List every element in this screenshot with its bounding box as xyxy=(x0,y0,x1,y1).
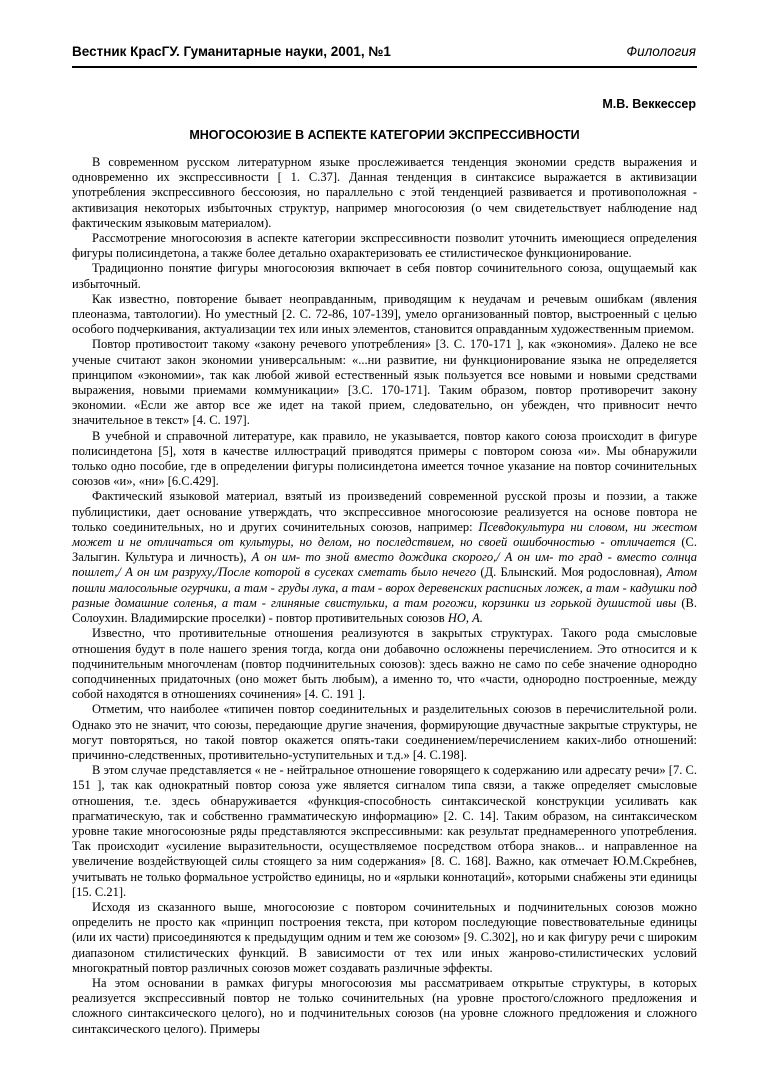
article-body xyxy=(72,155,697,1037)
paragraph-text: Фактический языковой материал, взятый из произведений современной русской прозы и поэзии, а также публицистики, дает основание утверждать, что экспрессивное многосоюзие реализуется на основе повтора не только соединительных, но и других сочинительных союзов, например: xyxy=(72,489,697,534)
body-paragraph xyxy=(72,337,697,428)
paragraph-text: В современном русском литературном языке прослеживается тенденция экономии средств выражения и одновременно их экспрессивности [ 1. С.37]. Данная тенденция в синтаксисе выражается в активизации употребления экспрессивного бессоюзия, но параллельно с этой тенденцией развивается и противоположная - активизация некоторых избыточных структур, например многосоюзия (о чем свидетельствует наблюдение над фактическим языковым материалом). xyxy=(72,155,697,230)
body-paragraph xyxy=(72,900,697,976)
paragraph-text: Известно, что противительные отношения реализуются в закрытых структурах. Такого рода смысловые отношения будут в поле нашего зрения тогда, когда они добавочно осложнены перечислением. Это относится и к подчинительным многочленам (повтор подчинительных союзов): здесь важно не само по себе значение однородно соподчиненных придаточных (оно может быть любым), а именно то, что «части, однородно построенные, между собой находятся в отношениях сочинения» [4. С. 191 ]. xyxy=(72,626,697,702)
body-paragraph xyxy=(72,261,697,291)
body-paragraph xyxy=(72,489,697,626)
article-title: МНОГОСОЮЗИЕ В АСПЕКТЕ КАТЕГОРИИ ЭКСПРЕССИВНОСТИ xyxy=(189,128,580,142)
italic-example: А он им- то зной вместо дождика скорого,/ А он им- то град - вместо солнца пошлет,/ А он им разруху,/После которой в сусеках сметать было нечего xyxy=(72,550,698,580)
body-paragraph xyxy=(72,976,697,1037)
paragraph-text: В этом случае представляется « не - нейтральное отношение говорящего к содержанию или адресату речи» [7. С. 151 ], так как однократный повтор союза уже является сигналом типа связи, а также определяет смысловые отношения, т.е. здесь обнаруживается «функция-способность синтаксической конструкции усиливать как прагматическую, так и собственно грамматическую информацию» [2. С. 14]. Таким образом, на синтаксическом уровне такие многосоюзные ряды представляются экспрессивными: как результат преднамеренного употребления. Так происходит «усиление выразительности, осуществляемое посредством отбора знаков... и направленное на увеличение воздействующей силы стоящего за ним содержания» [8. С. 168]. Важно, как отмечает Ю.М.Скребнев, учитывать не только формальное устройство единицы, но и «ярлыки коннотаций», которыми снабжены эти единицы [15. С.21]. xyxy=(72,763,697,899)
body-paragraph xyxy=(72,155,697,231)
paragraph-text: Отметим, что наиболее «типичен повтор соединительных и разделительных союзов в перечислительной роли. Однако это не значит, что союзы, передающие другие значения, формирующие двучастные закрытые структуры, не могут повторяться, но такой повтор окажется опять-таки соединением/перечислением каких-либо отношений: причинно-следственных, противительно-уступительных и т.д.» [4. С.198]. xyxy=(72,702,697,762)
paragraph-text: Рассмотрение многосоюзия в аспекте категории экспрессивности позволит уточнить имеющиеся определения фигуры полисиндетона, а также более детально охарактеризовать ее стилистическое функционирование. xyxy=(72,231,697,261)
paragraph-text: (С. Залыгин. Культура и личность), xyxy=(72,535,697,565)
paragraph-text: Повтор противостоит такому «закону речевого употребления» [3. С. 170-171 ], как «экономия». Далеко не все ученые считают закон экономии универсальным: «...ни развитие, ни функционирование языка не определяется принципом «экономии», так как любой живой естественный язык пользуется все новыми и новыми средствами выражения, новыми приемами коммуникации» [3.С. 170-171]. Таким образом, повтор противоречит закону экономии. «Если же автор все же идет на такой прием, следовательно, он убежден, что привносит нечто значительное в текст» [4. С. 197]. xyxy=(72,337,697,428)
body-paragraph xyxy=(72,702,697,763)
body-paragraph xyxy=(72,292,697,338)
italic-example: Атом пошли малосольные огурчики, а там - груды лука, а там - ворох деревенских расписных ложек, а там - кадушки под разные домашние соленья, а там - глиняные свистульки, а там рогожи, корзинки из горькой душистой ивы xyxy=(72,565,697,610)
body-paragraph xyxy=(72,231,697,261)
paragraph-text: На этом основании в рамках фигуры многосоюзия мы рассматриваем открытые структуры, в которых реализуется экспрессивный повтор не только сочинительных (на уровне простого/сложного предложения и сложного синтаксического целого), но и подчинительных союзов (на уровне сложного предложения и сложного синтаксического целого). Примеры xyxy=(72,975,697,1036)
section-name: Филология xyxy=(626,44,696,59)
body-paragraph xyxy=(72,429,697,490)
body-paragraph xyxy=(72,763,697,900)
paragraph-text: Исходя из сказанного выше, многосоюзие с повтором сочинительных и подчинительных союзов можно определить не просто как «принцип построения текста, при котором последующие повествовательные единицы (или их части) присоединяются к предыдущим одним и тем же союзом» [9. С.302], но и как фигуру речи с широким диапазоном стилистических функций. В зависимости от тех или иных жанрово-стилистических условий многократный повтор различных союзов может создавать различные эффекты. xyxy=(72,899,697,975)
body-paragraph xyxy=(72,626,697,702)
italic-example: Псевдокультура ни словом, ни жестом может и не отличаться от культуры, но делом, но последствием, но своей ошибочностью - отличается xyxy=(72,519,698,550)
italic-example: НО, А. xyxy=(447,611,483,626)
paragraph-text: (Д. Блынский. Моя родословная), xyxy=(476,565,667,580)
paragraph-text: Как известно, повторение бывает неоправданным, приводящим к неудачам и речевым ошибкам (явления плеоназма, тавтологии). Но уместный [2. С. 72-86, 107-139], умело организованный повтор, выстроенный с целью особого подчеркивания, актуализации тех или иных элементов, становится оправданным художественным приемом. xyxy=(72,291,697,337)
running-head xyxy=(72,44,696,64)
paragraph-text: В учебной и справочной литературе, как правило, не указывается, повтор какого союза происходит в фигуре полисиндетона [5], хотя в качестве иллюстраций приводятся примеры с повтором союза «и». Мы обнаружили только одно пособие, где в определении фигуры полисиндетона имеется точное указание на повтор сочинительных союзов «и», «ни» [6.С.429]. xyxy=(72,428,697,489)
header-rule xyxy=(72,66,697,68)
author-name: М.В. Веккессер xyxy=(602,97,696,111)
journal-title: Вестник КрасГУ. Гуманитарные науки, 2001, №1 xyxy=(72,44,391,59)
paragraph-text: Традиционно понятие фигуры многосоюзия вкпючает в себя повтор сочинительного союза, ощущаемый как избыточный. xyxy=(72,261,697,291)
paragraph-text: (В. Солоухин. Владимирские проселки) - повтор противительных союзов xyxy=(72,595,697,626)
